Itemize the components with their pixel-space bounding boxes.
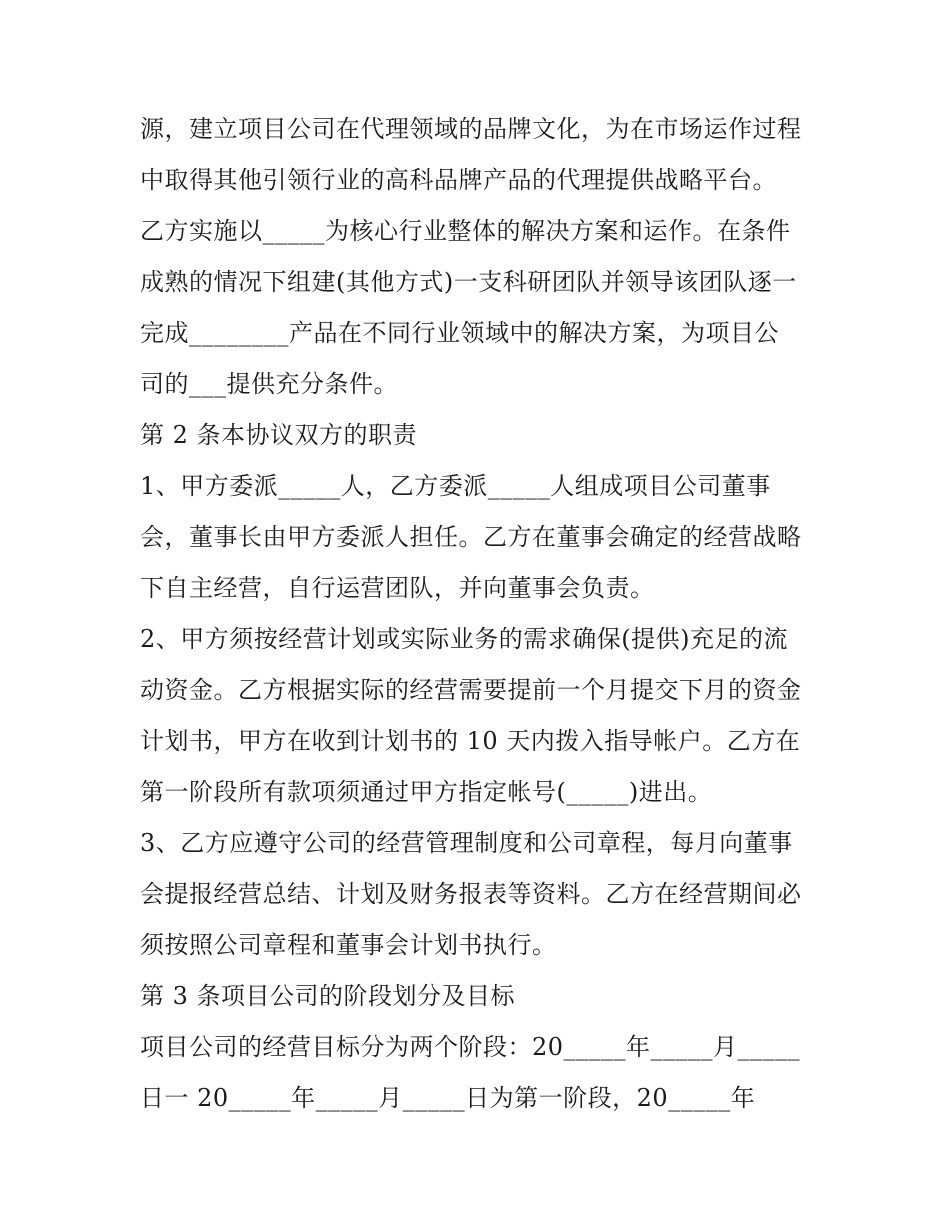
text-line: 中取得其他引领行业的高科品牌产品的代理提供战略平台。 xyxy=(140,166,777,194)
document-body xyxy=(140,104,830,1124)
text-line: 下自主经营，自行运营团队，并向董事会负责。 xyxy=(140,574,655,602)
text-line: 司的___提供充分条件。 xyxy=(140,370,398,398)
text-line: 日一 20_____年_____月_____日为第一阶段，20_____年 xyxy=(140,1084,756,1112)
text-line: 会，董事长由甲方委派人担任。乙方在董事会确定的经营战略 xyxy=(140,523,802,551)
text-line: 动资金。乙方根据实际的经营需要提前一个月提交下月的资金 xyxy=(140,676,802,704)
text-line: 1、甲方委派_____人，乙方委派_____人组成项目公司董事 xyxy=(140,472,771,500)
text-line: 第一阶段所有款项须通过甲方指定帐号(_____)进出。 xyxy=(140,778,713,806)
text-line: 会提报经营总结、计划及财务报表等资料。乙方在经营期间必 xyxy=(140,880,802,908)
section-heading: 第 3 条项目公司的阶段划分及目标 xyxy=(140,982,516,1010)
text-line: 源，建立项目公司在代理领域的品牌文化，为在市场运作过程 xyxy=(140,115,802,143)
text-line: 乙方实施以_____为核心行业整体的解决方案和运作。在条件 xyxy=(140,217,791,245)
text-line: 项目公司的经营目标分为两个阶段：20_____年_____月_____ xyxy=(140,1033,801,1061)
text-line: 完成________产品在不同行业领域中的解决方案，为项目公 xyxy=(140,319,779,347)
text-line: 3、乙方应遵守公司的经营管理制度和公司章程，每月向董事 xyxy=(140,829,793,857)
text-line: 2、甲方须按经营计划或实际业务的需求确保(提供)充足的流 xyxy=(140,625,788,653)
text-line: 计划书，甲方在收到计划书的 10 天内拨入指导帐户。乙方在 xyxy=(140,727,801,755)
text-line: 成熟的情况下组建(其他方式)一支科研团队并领导该团队逐一 xyxy=(140,268,797,296)
section-heading: 第 2 条本协议双方的职责 xyxy=(140,421,418,449)
text-line: 须按照公司章程和董事会计划书执行。 xyxy=(140,931,557,959)
